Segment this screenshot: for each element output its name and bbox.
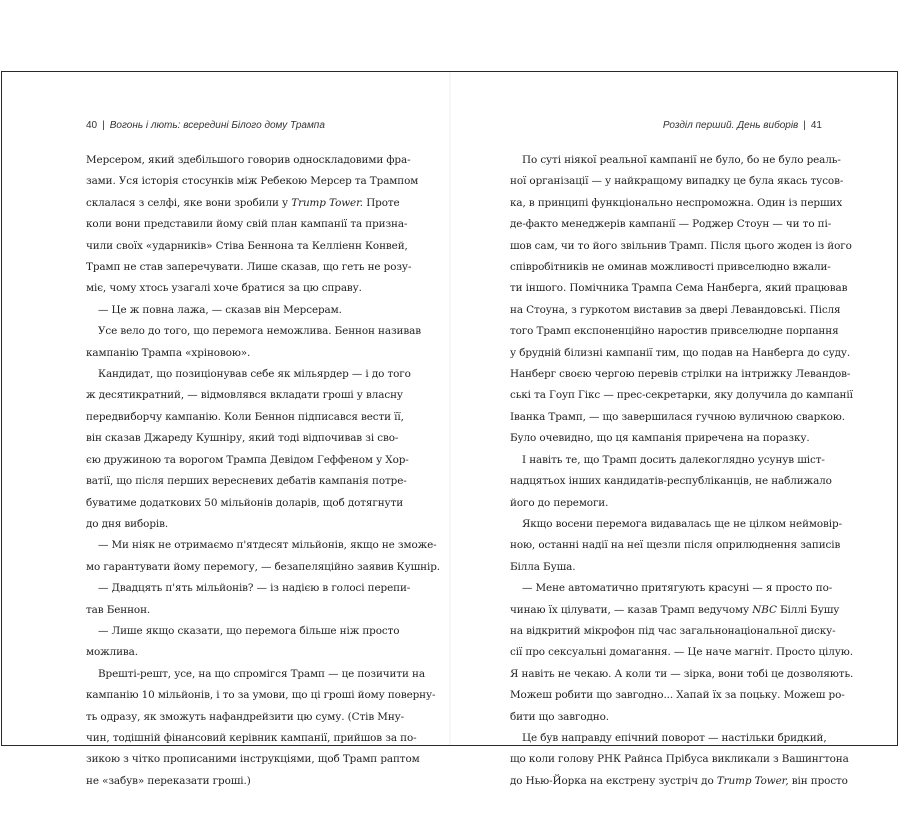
text-run: шов сам, чи то його звільнив Трамп. Після цього жоден із його: [510, 239, 852, 252]
text-line: [510, 685, 845, 706]
text-run: — Лише якщо сказати, що перемога більше ніж просто: [98, 624, 400, 637]
italic-text: Trump Tower,: [716, 774, 789, 787]
left-page-number: 40: [86, 120, 98, 131]
text-line: [86, 150, 410, 171]
text-run: Проте: [363, 196, 400, 209]
text-run: ною, останні надії на неї щезли після оприлюднення записів: [510, 539, 841, 552]
text-run: Було очевидно, що ця кампанія приречена на поразку.: [510, 432, 810, 445]
text-run: єю дружиною та ворогом Трампа Девідом Геффеном у Хор-: [86, 453, 409, 466]
text-run: зикою з чітко прописаними інструкціями, щоб Трамп раптом: [86, 753, 420, 766]
italic-text: Trump Tower.: [291, 196, 363, 209]
text-run: міє, чому хтось узагалі хоче братися за цю справу.: [86, 282, 362, 295]
text-line: [510, 578, 833, 599]
text-line: [510, 364, 851, 385]
text-line: [86, 193, 410, 214]
text-run: тав Беннон.: [86, 603, 151, 616]
text-line: [86, 278, 410, 299]
text-line: [510, 664, 854, 685]
text-run: Це був направду епічний поворот — настільки бридкий,: [522, 731, 827, 744]
text-line: [86, 578, 410, 599]
text-run: що коли голову РНК Райнса Прібуса викликали з Вашингтона: [510, 753, 849, 766]
text-line: [86, 428, 410, 449]
text-line: [86, 728, 417, 749]
text-line: [510, 514, 842, 535]
text-run: співробітників не оминав можливості привселюдно вжали-: [510, 261, 831, 274]
text-line: [510, 407, 845, 428]
text-line: [86, 514, 410, 535]
text-run: буватиме додаткових 50 мільйонів доларів, щоб дотягнути: [86, 496, 404, 509]
text-run: сії про сексуальні домагання. — Це наче магніт. Просто цілую.: [510, 646, 853, 659]
text-run: можлива.: [86, 646, 138, 659]
text-line: [510, 749, 849, 770]
text-run: до дня виборів.: [86, 517, 169, 530]
text-run: бити що завгодно.: [510, 710, 609, 723]
text-line: [510, 300, 841, 321]
text-line: [86, 407, 410, 428]
text-run: — Ми ніяк не отримаємо п'ятдесят мільйонів, якщо не зможе-: [98, 539, 437, 552]
text-run: ти іншого. Помічника Трампа Сема Нанберга, який працював: [510, 282, 848, 295]
text-line: [510, 257, 831, 278]
text-run: Білла Буша.: [510, 560, 576, 573]
text-run: у брудній білизні кампанії тим, що подав на Нанберга до суду.: [510, 346, 851, 359]
text-run: коли вони представили йому свій план кампанії та призна-: [86, 218, 408, 231]
text-run: надцятьох інших кандидатів-республіканців, не наближало: [510, 475, 832, 488]
text-line: [510, 471, 832, 492]
text-line: [86, 685, 436, 706]
text-run: де-факто менеджерів кампанії — Роджер Стоун — чи то пі-: [510, 218, 832, 231]
text-line: [510, 642, 853, 663]
text-line: [86, 707, 410, 728]
text-line: [510, 600, 840, 621]
text-run: його до перемоги.: [510, 496, 609, 509]
text-line: [510, 321, 839, 342]
text-run: мо гарантувати йому перемогу, — безапеляційно заявив Кушнір.: [86, 560, 440, 573]
text-run: Мерсером, який здебільшого говорив односкладовими фра-: [86, 154, 411, 166]
text-run: чинаю їх цілувати, — казав Трамп ведучому: [510, 603, 753, 616]
text-run: ж десятикратний, — відмовлявся вкладати гроші у власну: [86, 389, 403, 402]
text-line: [86, 236, 410, 257]
text-line: [510, 771, 848, 792]
text-run: Біллі Бушу: [776, 603, 840, 616]
text-line: [86, 214, 410, 235]
text-line: [510, 150, 841, 171]
text-line: [86, 321, 421, 342]
text-line: [510, 493, 824, 514]
text-line: [510, 450, 824, 471]
text-run: передвиборчу кампанію. Коли Беннон підписався вести її,: [86, 410, 404, 423]
text-line: [86, 642, 410, 663]
text-run: — Мене автоматично притягують красуні — я просто по-: [522, 582, 833, 595]
text-line: [86, 300, 410, 321]
text-run: Я навіть не чекаю. А коли ти — зірка, вони тобі це дозволяють.: [510, 667, 854, 680]
text-line: [86, 257, 410, 278]
text-run: — Двадцять п'ять мільйонів? — із надією в голосі перепи-: [98, 582, 411, 595]
text-run: Кандидат, що позиціонував себе як мільярдер — і до того: [98, 368, 411, 381]
text-run: Нанберг своєю чергою перевів стрілки на інтрижку Левандов-: [510, 368, 851, 381]
text-line: [86, 385, 410, 406]
text-run: ватії, що після перших вересневих дебатів кампанія потре-: [86, 475, 407, 488]
right-page-number: 41: [810, 120, 822, 131]
text-run: він сказав Джареду Кушніру, який тоді відпочивав зі сво-: [86, 432, 399, 445]
text-line: [86, 771, 410, 792]
text-run: він просто: [788, 774, 848, 787]
text-line: [510, 278, 848, 299]
text-run: — Це ж повна лажа, — сказав він Мерсерам.: [98, 303, 342, 316]
text-line: [510, 171, 844, 192]
text-line: [86, 535, 437, 556]
text-run: склалася з селфі, яке вони зробили у: [86, 196, 292, 209]
text-line: [86, 471, 410, 492]
text-run: Якщо восени перемога видавалась ще не цілком неймовір-: [522, 517, 842, 530]
text-line: [510, 728, 827, 749]
header-separator: |: [803, 120, 806, 131]
text-run: Усе вело до того, що перемога неможлива. Беннон називав: [98, 325, 421, 338]
text-line: [510, 707, 824, 728]
text-run: кампанію Трампа «хріновою».: [86, 346, 251, 359]
text-line: [510, 428, 824, 449]
text-line: [510, 343, 851, 364]
text-run: чили своїх «ударників» Стіва Беннона та Келліенн Конвей,: [86, 239, 408, 252]
text-run: Трамп не став заперечувати. Лише сказав, що геть не розу-: [86, 261, 412, 274]
text-line: [86, 450, 410, 471]
text-run: до Нью-Йорка на екстрену зустріч до: [510, 774, 717, 787]
text-run: ної організації — у найкращому випадку це була якась тусов-: [510, 175, 844, 188]
text-run: зами. Уся історія стосунків між Ребекою Мерсер та Трампом: [86, 175, 419, 188]
italic-text: NBC: [752, 603, 777, 616]
right-header-title: Розділ перший. День виборів: [662, 120, 799, 131]
text-line: [510, 236, 852, 257]
text-line: [86, 493, 410, 514]
text-line: [86, 600, 410, 621]
book-gutter: [449, 72, 451, 745]
text-run: того Трамп експоненційно наростив привселюдне порпання: [510, 325, 839, 338]
right-page-body: [510, 150, 854, 792]
text-line: [510, 193, 843, 214]
text-run: По суті ніякої реальної кампанії не було, бо не було реаль-: [522, 154, 841, 166]
text-run: Врешті-решт, усе, на що спромігся Трамп — це позичити на: [98, 667, 425, 680]
text-line: [86, 364, 410, 385]
text-run: кампанію 10 мільйонів, і то за умови, що ці гроші йому поверну-: [86, 689, 436, 702]
text-run: на Стоуна, з гуркотом виставив за двері Левандовські. Після: [510, 303, 841, 316]
text-line: [510, 621, 836, 642]
text-run: Іванка Трамп, — що завершилася гучною вуличною сваркою.: [510, 410, 845, 423]
text-line: [86, 343, 410, 364]
text-line: [510, 535, 841, 556]
text-run: Можеш робити що завгодно... Хапай їх за поцьку. Можеш ро-: [510, 689, 845, 702]
text-line: [510, 214, 832, 235]
left-running-header: [86, 120, 325, 134]
text-run: чин, тодішній фінансовий керівник кампанії, прийшов за по-: [86, 731, 417, 744]
header-separator: |: [102, 120, 105, 131]
left-page-body: [86, 150, 440, 792]
text-line: [86, 664, 425, 685]
text-run: ка, в принципі функціонально неспроможна. Один із перших: [510, 196, 843, 209]
text-line: [86, 749, 420, 770]
left-header-title: Вогонь і лють: всередині Білого дому Трампа: [109, 120, 325, 131]
text-run: на відкритий мікрофон під час загальнонаціональної диску-: [510, 624, 836, 637]
text-line: [510, 385, 853, 406]
right-running-header: [663, 120, 822, 134]
text-run: не «забув» переказати гроші.): [86, 774, 251, 787]
text-line: [86, 557, 440, 578]
text-line: [86, 171, 419, 192]
text-run: ть одразу, як зможуть нафандрейзити цю суму. (Стів Мну-: [86, 710, 405, 723]
text-line: [510, 557, 824, 578]
text-run: І навіть те, що Трамп досить далекоглядно усунув шіст-: [522, 453, 825, 466]
text-run: ські та Гоуп Гікс — прес-секретарки, яку долучила до кампанії: [510, 389, 853, 402]
text-line: [86, 621, 410, 642]
